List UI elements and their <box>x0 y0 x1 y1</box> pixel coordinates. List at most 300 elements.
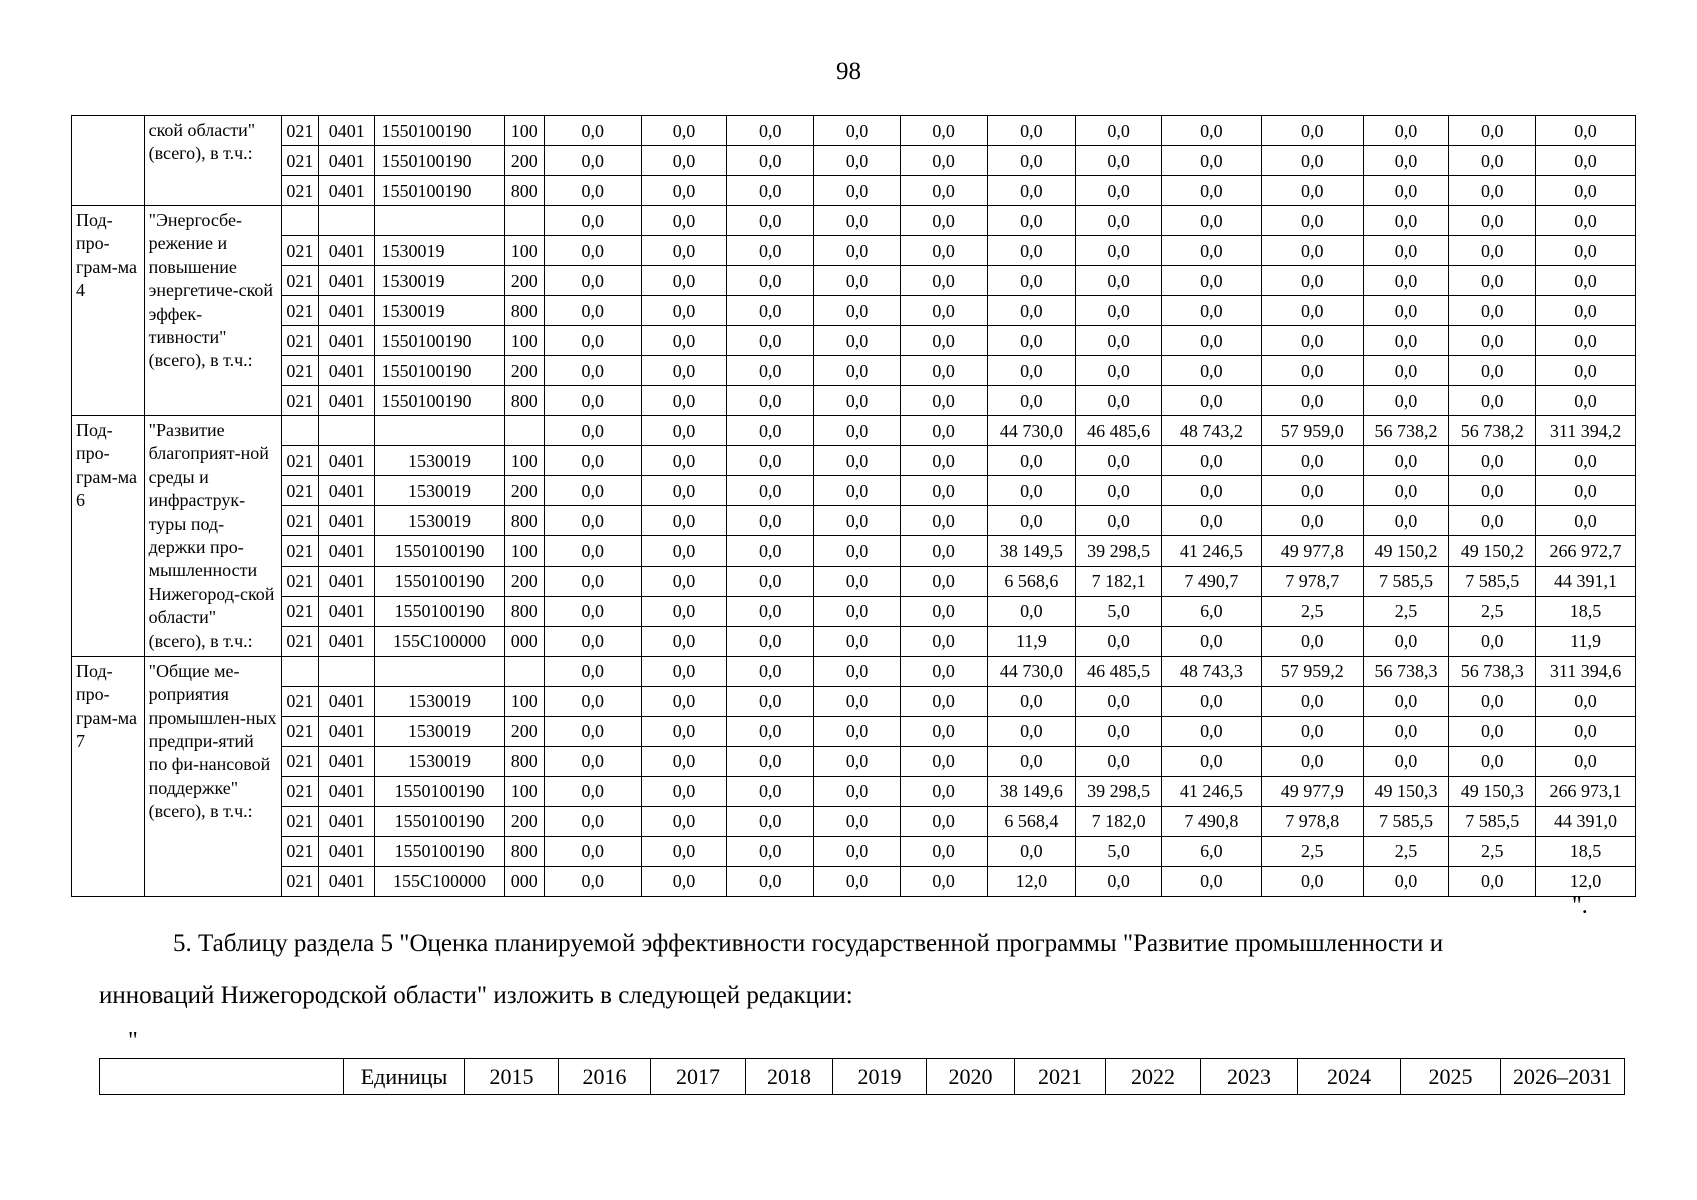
value-cell: 0,0 <box>814 506 901 536</box>
value-cell: 0,0 <box>1536 326 1636 356</box>
subprogram-number-cell: Под-про-грам-ма 4 <box>72 206 145 416</box>
value-cell: 0,0 <box>1261 296 1363 326</box>
target-item-cell: 1550100190 <box>375 356 504 386</box>
value-cell: 0,0 <box>1261 266 1363 296</box>
value-cell: 0,0 <box>1363 686 1449 716</box>
value-cell: 0,0 <box>544 266 641 296</box>
ministry-code-cell: 021 <box>281 686 318 716</box>
value-cell: 7 490,8 <box>1161 806 1261 836</box>
ministry-code-cell: 021 <box>281 506 318 536</box>
value-cell: 0,0 <box>1536 476 1636 506</box>
value-cell: 311 394,6 <box>1536 656 1636 686</box>
value-cell: 0,0 <box>727 476 814 506</box>
value-cell: 0,0 <box>727 806 814 836</box>
value-cell: 7 490,7 <box>1161 566 1261 596</box>
value-cell: 0,0 <box>641 656 727 686</box>
value-cell: 0,0 <box>641 146 727 176</box>
target-item-cell: 1530019 <box>375 446 504 476</box>
value-cell: 0,0 <box>1449 116 1536 146</box>
value-cell: 0,0 <box>1363 386 1449 416</box>
value-cell: 0,0 <box>900 626 987 656</box>
value-cell: 0,0 <box>1161 686 1261 716</box>
section-code-cell: 0401 <box>319 746 375 776</box>
value-cell: 0,0 <box>1076 206 1162 236</box>
value-cell: 0,0 <box>1161 206 1261 236</box>
target-item-cell: 1550100190 <box>375 116 504 146</box>
value-cell: 266 973,1 <box>1536 776 1636 806</box>
header-year-cell: 2016 <box>559 1059 651 1095</box>
value-cell: 0,0 <box>1161 446 1261 476</box>
value-cell: 11,9 <box>987 626 1076 656</box>
target-item-cell: 1530019 <box>375 236 504 266</box>
value-cell: 12,0 <box>987 866 1076 896</box>
value-cell: 0,0 <box>814 716 901 746</box>
value-cell: 0,0 <box>1536 296 1636 326</box>
ministry-code-cell: 021 <box>281 806 318 836</box>
value-cell: 0,0 <box>900 656 987 686</box>
header-year-cell: 2025 <box>1401 1059 1501 1095</box>
value-cell: 0,0 <box>814 146 901 176</box>
value-cell: 0,0 <box>1261 746 1363 776</box>
value-cell: 0,0 <box>727 716 814 746</box>
value-cell: 0,0 <box>544 566 641 596</box>
value-cell: 0,0 <box>641 716 727 746</box>
value-cell: 0,0 <box>727 836 814 866</box>
value-cell: 0,0 <box>1449 446 1536 476</box>
value-cell: 0,0 <box>814 266 901 296</box>
value-cell: 0,0 <box>544 446 641 476</box>
table-row <box>72 746 1636 776</box>
table-row <box>72 536 1636 566</box>
value-cell: 0,0 <box>814 356 901 386</box>
value-cell: 0,0 <box>1076 686 1162 716</box>
value-cell: 0,0 <box>1449 686 1536 716</box>
target-item-cell: 1550100190 <box>375 326 504 356</box>
section-code-cell: 0401 <box>319 776 375 806</box>
section-code-cell: 0401 <box>319 116 375 146</box>
ministry-code-cell: 021 <box>281 476 318 506</box>
value-cell: 0,0 <box>544 866 641 896</box>
value-cell: 0,0 <box>814 536 901 566</box>
value-cell: 0,0 <box>900 206 987 236</box>
value-cell: 0,0 <box>544 626 641 656</box>
section-code-cell: 0401 <box>319 266 375 296</box>
ministry-code-cell: 021 <box>281 446 318 476</box>
value-cell: 0,0 <box>1449 266 1536 296</box>
value-cell: 0,0 <box>987 836 1076 866</box>
value-cell: 0,0 <box>1261 116 1363 146</box>
value-cell: 44 391,1 <box>1536 566 1636 596</box>
expense-type-cell: 800 <box>504 836 544 866</box>
value-cell: 0,0 <box>1363 716 1449 746</box>
value-cell: 0,0 <box>1261 686 1363 716</box>
expense-type-cell: 200 <box>504 356 544 386</box>
table-row <box>72 806 1636 836</box>
financing-table <box>71 115 1636 897</box>
value-cell: 0,0 <box>727 656 814 686</box>
value-cell: 0,0 <box>544 836 641 866</box>
value-cell: 2,5 <box>1449 836 1536 866</box>
value-cell: 266 972,7 <box>1536 536 1636 566</box>
opening-quote: " <box>128 1028 138 1054</box>
target-item-cell: 1550100190 <box>375 836 504 866</box>
target-item-cell <box>375 656 504 686</box>
value-cell: 0,0 <box>727 746 814 776</box>
value-cell: 12,0 <box>1536 866 1636 896</box>
value-cell: 0,0 <box>544 596 641 626</box>
expense-type-cell: 800 <box>504 296 544 326</box>
ministry-code-cell: 021 <box>281 266 318 296</box>
value-cell: 6 568,6 <box>987 566 1076 596</box>
ministry-code-cell: 021 <box>281 626 318 656</box>
target-item-cell <box>375 416 504 446</box>
value-cell: 0,0 <box>544 416 641 446</box>
value-cell: 46 485,6 <box>1076 416 1162 446</box>
value-cell: 49 977,9 <box>1261 776 1363 806</box>
value-cell: 0,0 <box>814 806 901 836</box>
closing-quote: ". <box>1572 893 1588 919</box>
target-item-cell: 1550100190 <box>375 176 504 206</box>
value-cell: 0,0 <box>1536 146 1636 176</box>
target-item-cell: 155C100000 <box>375 866 504 896</box>
value-cell: 0,0 <box>987 236 1076 266</box>
value-cell: 0,0 <box>641 476 727 506</box>
table-row <box>72 866 1636 896</box>
ministry-code-cell: 021 <box>281 536 318 566</box>
table-row <box>72 476 1636 506</box>
expense-type-cell: 200 <box>504 716 544 746</box>
target-item-cell: 1550100190 <box>375 386 504 416</box>
value-cell: 0,0 <box>727 206 814 236</box>
value-cell: 0,0 <box>1076 116 1162 146</box>
value-cell: 0,0 <box>1261 476 1363 506</box>
value-cell: 0,0 <box>1161 296 1261 326</box>
target-item-cell: 1530019 <box>375 716 504 746</box>
target-item-cell: 1550100190 <box>375 146 504 176</box>
value-cell: 0,0 <box>1261 326 1363 356</box>
value-cell: 41 246,5 <box>1161 536 1261 566</box>
value-cell: 0,0 <box>544 536 641 566</box>
ministry-code-cell <box>281 416 318 446</box>
expense-type-cell <box>504 416 544 446</box>
value-cell: 0,0 <box>727 266 814 296</box>
value-cell: 0,0 <box>641 566 727 596</box>
value-cell: 0,0 <box>987 266 1076 296</box>
value-cell: 0,0 <box>814 176 901 206</box>
header-year-cell: 2017 <box>651 1059 746 1095</box>
table-row <box>72 296 1636 326</box>
value-cell: 0,0 <box>900 686 987 716</box>
ministry-code-cell: 021 <box>281 716 318 746</box>
value-cell: 48 743,3 <box>1161 656 1261 686</box>
value-cell: 0,0 <box>1261 716 1363 746</box>
ministry-code-cell: 021 <box>281 176 318 206</box>
value-cell: 0,0 <box>544 356 641 386</box>
ministry-code-cell: 021 <box>281 566 318 596</box>
value-cell: 0,0 <box>1161 326 1261 356</box>
target-item-cell: 1530019 <box>375 476 504 506</box>
section-code-cell: 0401 <box>319 446 375 476</box>
section-code-cell <box>319 416 375 446</box>
value-cell: 0,0 <box>900 836 987 866</box>
table-row <box>72 356 1636 386</box>
value-cell: 0,0 <box>900 146 987 176</box>
value-cell: 49 150,2 <box>1363 536 1449 566</box>
value-cell: 0,0 <box>1261 446 1363 476</box>
ministry-code-cell: 021 <box>281 116 318 146</box>
value-cell: 0,0 <box>1363 476 1449 506</box>
value-cell: 44 730,0 <box>987 656 1076 686</box>
value-cell: 18,5 <box>1536 836 1636 866</box>
value-cell: 0,0 <box>987 206 1076 236</box>
value-cell: 0,0 <box>1449 506 1536 536</box>
value-cell: 0,0 <box>1261 206 1363 236</box>
value-cell: 0,0 <box>1363 446 1449 476</box>
evaluation-header-table <box>99 1058 1625 1095</box>
value-cell: 2,5 <box>1261 596 1363 626</box>
value-cell: 0,0 <box>1261 236 1363 266</box>
value-cell: 0,0 <box>727 236 814 266</box>
value-cell: 0,0 <box>641 386 727 416</box>
ministry-code-cell: 021 <box>281 326 318 356</box>
value-cell: 0,0 <box>1536 686 1636 716</box>
section-code-cell <box>319 656 375 686</box>
value-cell: 7 182,0 <box>1076 806 1162 836</box>
paragraph-line-1: 5. Таблицу раздела 5 "Оценка планируемой эффективности государственной программы "Развитие промышленности и <box>173 930 1444 957</box>
table-row <box>72 266 1636 296</box>
value-cell: 0,0 <box>727 416 814 446</box>
value-cell: 0,0 <box>727 386 814 416</box>
section-code-cell: 0401 <box>319 866 375 896</box>
value-cell: 0,0 <box>1076 176 1162 206</box>
value-cell: 46 485,5 <box>1076 656 1162 686</box>
value-cell: 0,0 <box>900 506 987 536</box>
value-cell: 0,0 <box>641 776 727 806</box>
section-code-cell: 0401 <box>319 146 375 176</box>
value-cell: 0,0 <box>1076 446 1162 476</box>
value-cell: 0,0 <box>641 176 727 206</box>
value-cell: 0,0 <box>1161 176 1261 206</box>
value-cell: 0,0 <box>814 236 901 266</box>
table-row <box>72 596 1636 626</box>
value-cell: 0,0 <box>814 596 901 626</box>
value-cell: 0,0 <box>900 476 987 506</box>
value-cell: 39 298,5 <box>1076 536 1162 566</box>
value-cell: 0,0 <box>1536 236 1636 266</box>
value-cell: 0,0 <box>641 686 727 716</box>
table-row <box>72 176 1636 206</box>
value-cell: 0,0 <box>814 116 901 146</box>
target-item-cell: 1530019 <box>375 506 504 536</box>
value-cell: 0,0 <box>1363 866 1449 896</box>
value-cell: 0,0 <box>987 176 1076 206</box>
table-row <box>72 326 1636 356</box>
value-cell: 0,0 <box>987 596 1076 626</box>
value-cell: 0,0 <box>727 536 814 566</box>
section-code-cell: 0401 <box>319 836 375 866</box>
value-cell: 0,0 <box>1261 866 1363 896</box>
subprogram-number-cell: Под-про-грам-ма 6 <box>72 416 145 657</box>
section-code-cell: 0401 <box>319 806 375 836</box>
value-cell: 0,0 <box>641 296 727 326</box>
value-cell: 56 738,3 <box>1449 656 1536 686</box>
value-cell: 0,0 <box>1161 746 1261 776</box>
value-cell: 0,0 <box>727 866 814 896</box>
value-cell: 0,0 <box>1536 506 1636 536</box>
value-cell: 0,0 <box>727 686 814 716</box>
value-cell: 0,0 <box>987 296 1076 326</box>
value-cell: 0,0 <box>544 386 641 416</box>
value-cell: 0,0 <box>900 866 987 896</box>
target-item-cell: 1530019 <box>375 266 504 296</box>
value-cell: 0,0 <box>1076 266 1162 296</box>
expense-type-cell: 200 <box>504 476 544 506</box>
value-cell: 2,5 <box>1261 836 1363 866</box>
value-cell: 0,0 <box>544 716 641 746</box>
value-cell: 0,0 <box>727 176 814 206</box>
value-cell: 0,0 <box>900 746 987 776</box>
value-cell: 0,0 <box>900 776 987 806</box>
value-cell: 2,5 <box>1363 596 1449 626</box>
value-cell: 0,0 <box>727 626 814 656</box>
target-item-cell: 1550100190 <box>375 776 504 806</box>
value-cell: 0,0 <box>1261 356 1363 386</box>
value-cell: 0,0 <box>641 236 727 266</box>
value-cell: 5,0 <box>1076 596 1162 626</box>
value-cell: 0,0 <box>900 446 987 476</box>
value-cell: 0,0 <box>1363 176 1449 206</box>
section-code-cell: 0401 <box>319 716 375 746</box>
value-cell: 49 977,8 <box>1261 536 1363 566</box>
value-cell: 0,0 <box>987 476 1076 506</box>
value-cell: 0,0 <box>987 326 1076 356</box>
header-year-cell: 2021 <box>1015 1059 1106 1095</box>
value-cell: 0,0 <box>727 506 814 536</box>
value-cell: 0,0 <box>1261 626 1363 656</box>
ministry-code-cell: 021 <box>281 836 318 866</box>
value-cell: 7 978,7 <box>1261 566 1363 596</box>
value-cell: 0,0 <box>1363 356 1449 386</box>
value-cell: 0,0 <box>900 326 987 356</box>
value-cell: 0,0 <box>1161 266 1261 296</box>
section-code-cell: 0401 <box>319 176 375 206</box>
table-row <box>72 776 1636 806</box>
value-cell: 0,0 <box>987 356 1076 386</box>
value-cell: 11,9 <box>1536 626 1636 656</box>
value-cell: 7 585,5 <box>1363 566 1449 596</box>
subprogram-name-cell: "Энергосбе-режение и повышение энергетиче-ской эффек-тивности" (всего), в т.ч.: <box>144 206 281 416</box>
value-cell: 0,0 <box>1363 626 1449 656</box>
target-item-cell: 1550100190 <box>375 596 504 626</box>
value-cell: 0,0 <box>900 176 987 206</box>
ministry-code-cell: 021 <box>281 866 318 896</box>
value-cell: 0,0 <box>641 536 727 566</box>
value-cell: 0,0 <box>987 686 1076 716</box>
value-cell: 0,0 <box>1536 446 1636 476</box>
target-item-cell: 1550100190 <box>375 806 504 836</box>
value-cell: 0,0 <box>1076 476 1162 506</box>
value-cell: 56 738,3 <box>1363 656 1449 686</box>
table-row <box>72 836 1636 866</box>
value-cell: 0,0 <box>1536 266 1636 296</box>
value-cell: 0,0 <box>641 836 727 866</box>
table-row <box>72 716 1636 746</box>
value-cell: 0,0 <box>641 446 727 476</box>
section-code-cell: 0401 <box>319 536 375 566</box>
value-cell: 0,0 <box>1161 506 1261 536</box>
value-cell: 0,0 <box>544 206 641 236</box>
value-cell: 0,0 <box>1449 236 1536 266</box>
value-cell: 0,0 <box>727 446 814 476</box>
value-cell: 0,0 <box>1161 626 1261 656</box>
value-cell: 0,0 <box>987 116 1076 146</box>
target-item-cell: 1550100190 <box>375 566 504 596</box>
value-cell: 6 568,4 <box>987 806 1076 836</box>
value-cell: 0,0 <box>544 806 641 836</box>
subprogram-number-cell <box>72 116 145 206</box>
target-item-cell: 1550100190 <box>375 536 504 566</box>
table-row <box>72 656 1636 686</box>
value-cell: 0,0 <box>814 386 901 416</box>
value-cell: 0,0 <box>1449 386 1536 416</box>
value-cell: 0,0 <box>900 416 987 446</box>
expense-type-cell: 800 <box>504 506 544 536</box>
expense-type-cell: 800 <box>504 386 544 416</box>
value-cell: 39 298,5 <box>1076 776 1162 806</box>
value-cell: 0,0 <box>1161 716 1261 746</box>
value-cell: 0,0 <box>900 536 987 566</box>
expense-type-cell: 100 <box>504 446 544 476</box>
value-cell: 0,0 <box>641 206 727 236</box>
header-year-cell: 2018 <box>746 1059 833 1095</box>
header-year-cell: 2023 <box>1201 1059 1298 1095</box>
value-cell: 0,0 <box>641 596 727 626</box>
value-cell: 0,0 <box>544 746 641 776</box>
expense-type-cell: 100 <box>504 116 544 146</box>
value-cell: 0,0 <box>814 866 901 896</box>
value-cell: 56 738,2 <box>1363 416 1449 446</box>
value-cell: 7 585,5 <box>1449 806 1536 836</box>
value-cell: 0,0 <box>900 236 987 266</box>
value-cell: 0,0 <box>814 746 901 776</box>
value-cell: 0,0 <box>1076 746 1162 776</box>
table-row <box>72 446 1636 476</box>
value-cell: 0,0 <box>1363 206 1449 236</box>
table-row <box>72 116 1636 146</box>
table-row <box>72 566 1636 596</box>
expense-type-cell: 100 <box>504 776 544 806</box>
value-cell: 0,0 <box>1076 626 1162 656</box>
table-row <box>72 206 1636 236</box>
value-cell: 57 959,2 <box>1261 656 1363 686</box>
value-cell: 0,0 <box>1161 146 1261 176</box>
header-units-cell: Единицы <box>344 1059 465 1095</box>
ministry-code-cell: 021 <box>281 596 318 626</box>
expense-type-cell: 100 <box>504 536 544 566</box>
value-cell: 0,0 <box>1161 866 1261 896</box>
expense-type-cell <box>504 656 544 686</box>
value-cell: 0,0 <box>814 476 901 506</box>
table-row <box>72 146 1636 176</box>
value-cell: 0,0 <box>641 326 727 356</box>
value-cell: 0,0 <box>1363 296 1449 326</box>
value-cell: 18,5 <box>1536 596 1636 626</box>
value-cell: 38 149,5 <box>987 536 1076 566</box>
value-cell: 0,0 <box>544 296 641 326</box>
value-cell: 0,0 <box>814 656 901 686</box>
value-cell: 0,0 <box>641 626 727 656</box>
value-cell: 0,0 <box>987 386 1076 416</box>
